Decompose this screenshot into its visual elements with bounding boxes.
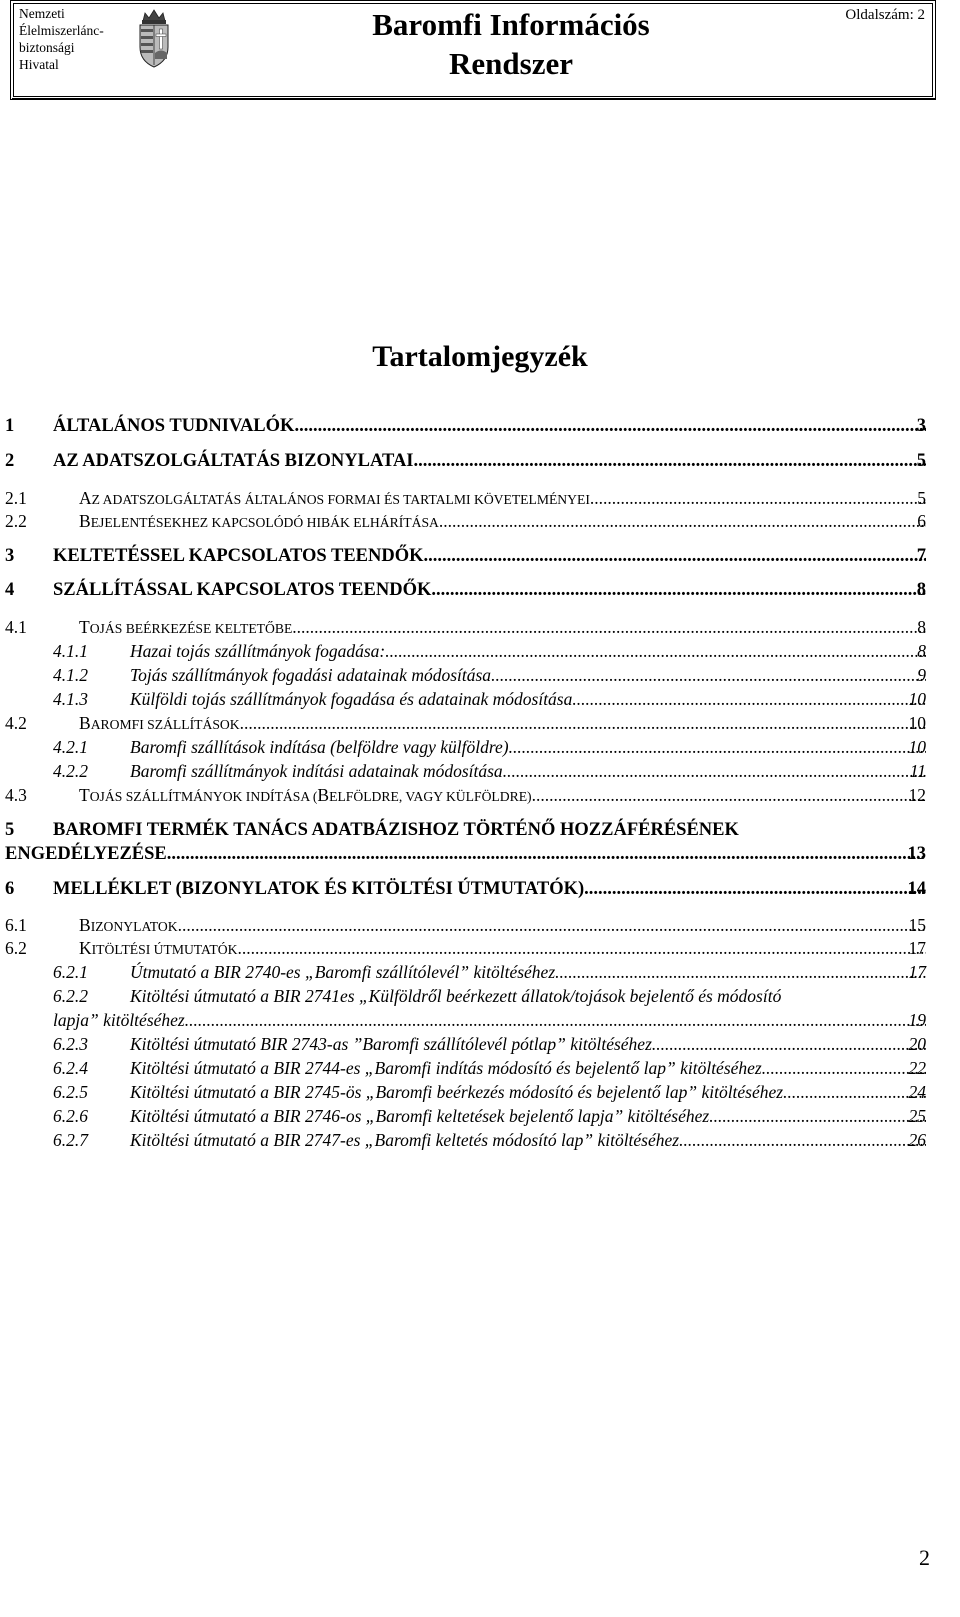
toc-entry-number: 2 — [5, 451, 15, 471]
toc-entry-text: BAROMFI TERMÉK TANÁCS ADATBÁZISHOZ TÖRTÉNŐ HOZZÁFÉRÉSÉNEK — [53, 820, 739, 840]
org-name-line: Nemzeti — [19, 6, 65, 21]
toc-entry-number: 6.2.1 — [53, 962, 88, 982]
toc-entry-number: 4.1.2 — [53, 665, 88, 685]
toc-entry-page: 6 — [917, 511, 926, 531]
toc-entry-text: KITÖLTÉSI ÚTMUTATÓK — [79, 938, 238, 958]
toc-leader — [709, 1106, 926, 1127]
toc-entry-number: 4.3 — [5, 785, 27, 805]
toc-entry-text: TOJÁS BEÉRKEZÉSE KELTETŐBE — [79, 617, 293, 637]
toc-entry-number: 3 — [5, 546, 15, 566]
toc-entry-number: 4.2 — [5, 713, 27, 733]
toc-entry-page: 17 — [908, 962, 926, 982]
toc-entry-text: Baromfi szállítmányok indítási adatainak módosítása — [130, 761, 503, 781]
toc-entry-number: 4.1.3 — [53, 689, 88, 709]
toc-entry-page: 19 — [908, 1010, 926, 1030]
toc-leader — [762, 1058, 926, 1079]
toc-entry-page: 17 — [908, 938, 926, 958]
toc-entry-text: SZÁLLÍTÁSSAL KAPCSOLATOS TEENDŐK — [53, 580, 432, 600]
toc-leader — [555, 962, 926, 983]
toc-leader — [584, 879, 926, 900]
toc-entry-page: 14 — [907, 879, 926, 899]
toc-entry-text: lapja” kitöltéséhez — [53, 1010, 185, 1030]
toc-entry-page: 25 — [908, 1106, 926, 1126]
toc-entry-text: ÁLTALÁNOS TUDNIVALÓK — [53, 416, 295, 436]
toc-leader — [424, 546, 927, 567]
toc-entry-text: Külföldi tojás szállítmányok fogadása és adatainak módosítása — [130, 689, 573, 709]
page-number-label: Oldalszám: 2 — [845, 7, 925, 23]
toc-entry-page: 10 — [908, 689, 926, 709]
toc-entry-page: 22 — [908, 1058, 926, 1078]
toc-entry-page: 26 — [908, 1130, 926, 1150]
org-name-line: biztonsági — [19, 40, 75, 55]
toc-title: Tartalomjegyzék — [372, 340, 588, 373]
toc-entry-text: BAROMFI SZÁLLÍTÁSOK — [79, 713, 240, 733]
toc-entry-page: 13 — [907, 844, 926, 864]
toc-entry-number: 6.2.2 — [53, 986, 88, 1006]
toc-entry-page: 7 — [916, 546, 926, 566]
toc-leader — [532, 785, 926, 806]
toc-entry-text: Baromfi szállítások indítása (belföldre vagy külföldre) — [130, 737, 509, 757]
toc-entry-page: 3 — [916, 416, 926, 436]
toc-entry-page: 8 — [917, 641, 926, 661]
toc-entry-page: 9 — [917, 665, 926, 685]
toc-entry-number: 6.2.4 — [53, 1058, 88, 1078]
toc-entry-number: 5 — [5, 820, 15, 840]
toc-entry-text: Kitöltési útmutató a BIR 2744-es „Baromfi indítás módosító és bejelentő lap” kitöltéséhez — [130, 1058, 762, 1078]
toc-entry-text: AZ ADATSZOLGÁLTATÁS ÁLTALÁNOS FORMAI ÉS TARTALMI KÖVETELMÉNYEI — [79, 488, 590, 508]
toc-entry-text: TOJÁS SZÁLLÍTMÁNYOK INDÍTÁSA (BELFÖLDRE, VAGY KÜLFÖLDRE) — [79, 785, 532, 805]
toc-leader — [679, 1130, 926, 1151]
toc-entry-number: 6.2.5 — [53, 1082, 88, 1102]
toc-leader — [572, 689, 926, 710]
toc-entry-number: 2.1 — [5, 488, 27, 508]
toc-entry-page: 10 — [908, 713, 926, 733]
toc-leader — [652, 1034, 926, 1055]
toc-entry-text: Kitöltési útmutató a BIR 2741es „Külföldről beérkezett állatok/tojások bejelentő és módosító — [130, 986, 782, 1006]
toc-entry-text: Útmutató a BIR 2740-es „Baromfi szállítólevél” kitöltéséhez — [130, 962, 556, 982]
toc-entry-text: MELLÉKLET (BIZONYLATOK ÉS KITÖLTÉSI ÚTMUTATÓK) — [53, 879, 585, 899]
toc-entry-text: BEJELENTÉSEKHEZ KAPCSOLÓDÓ HIBÁK ELHÁRÍTÁSA — [79, 511, 439, 531]
toc-entry-number: 4.1 — [5, 617, 27, 637]
toc-entry-page: 12 — [908, 785, 926, 805]
toc-leader — [783, 1082, 926, 1103]
toc-entry-number: 6.2.6 — [53, 1106, 88, 1126]
toc-entry-number: 6.2 — [5, 938, 27, 958]
toc-leader — [431, 580, 926, 601]
toc-entry-number: 1 — [5, 416, 15, 436]
toc-entry-text: Kitöltési útmutató a BIR 2745-ös „Baromfi beérkezés módosító és bejelentő lap” kitöltéséhez — [130, 1082, 784, 1102]
toc-leader — [292, 617, 926, 638]
toc-entry-text: Hazai tojás szállítmányok fogadása: — [130, 641, 386, 661]
toc-entry-number: 6.2.3 — [53, 1034, 88, 1054]
toc-leader — [414, 451, 926, 472]
toc-entry-number: 6 — [5, 879, 15, 899]
toc-entry-number: 6.2.7 — [53, 1130, 88, 1150]
toc-leader — [178, 915, 926, 936]
toc-leader — [237, 938, 926, 959]
footer-page-number: 2 — [919, 1545, 930, 1570]
toc-leader — [385, 641, 926, 662]
toc-entry-page: 8 — [916, 580, 926, 600]
toc-entry-number: 4.1.1 — [53, 641, 88, 661]
toc-leader — [590, 488, 926, 509]
toc-entry-page: 15 — [908, 915, 926, 935]
toc-entry-page: 10 — [908, 737, 926, 757]
toc-entry-page: 5 — [916, 451, 926, 471]
toc-leader — [509, 737, 926, 758]
toc-entry-text: Kitöltési útmutató BIR 2743-as ”Baromfi szállítólevél pótlap” kitöltéséhez — [130, 1034, 652, 1054]
toc-leader — [167, 844, 926, 865]
toc-entry-text: Tojás szállítmányok fogadási adatainak módosítása — [130, 665, 492, 685]
toc-entry-number: 4.2.1 — [53, 737, 88, 757]
toc-leader — [439, 511, 926, 532]
toc-entry-number: 2.2 — [5, 511, 27, 531]
toc-entry-page: 11 — [909, 761, 926, 781]
toc-entry-page: 8 — [917, 617, 926, 637]
toc-entry-number: 4.2.2 — [53, 761, 88, 781]
org-name-line: Élelmiszerlánc- — [19, 23, 104, 38]
system-title-line: Baromfi Információs — [372, 7, 650, 42]
toc-entry-page: 24 — [908, 1082, 926, 1102]
toc-leader — [491, 665, 926, 686]
toc-entry-page: 5 — [917, 488, 926, 508]
toc-entry-number: 4 — [5, 580, 15, 600]
toc-leader — [294, 416, 926, 437]
toc-leader — [185, 1010, 926, 1031]
toc-leader — [240, 713, 926, 734]
toc-entry-text: ENGEDÉLYEZÉSE — [5, 844, 167, 864]
toc-entry-text: Kitöltési útmutató a BIR 2746-os „Baromfi keltetések bejelentő lapja” kitöltéséhez — [130, 1106, 710, 1126]
toc-entry-text: BIZONYLATOK — [79, 915, 178, 935]
toc-leader — [503, 761, 926, 782]
toc-entry-text: Kitöltési útmutató a BIR 2747-es „Baromfi keltetés módosító lap” kitöltéséhez — [130, 1130, 680, 1150]
toc-entry-number: 6.1 — [5, 915, 27, 935]
toc-entry-text: KELTETÉSSEL KAPCSOLATOS TEENDŐK — [53, 546, 424, 566]
toc-entry-text: AZ ADATSZOLGÁLTATÁS BIZONYLATAI — [53, 451, 414, 471]
system-title-line: Rendszer — [449, 46, 573, 81]
org-name-line: Hivatal — [19, 57, 59, 72]
toc-entry-page: 20 — [908, 1034, 926, 1054]
